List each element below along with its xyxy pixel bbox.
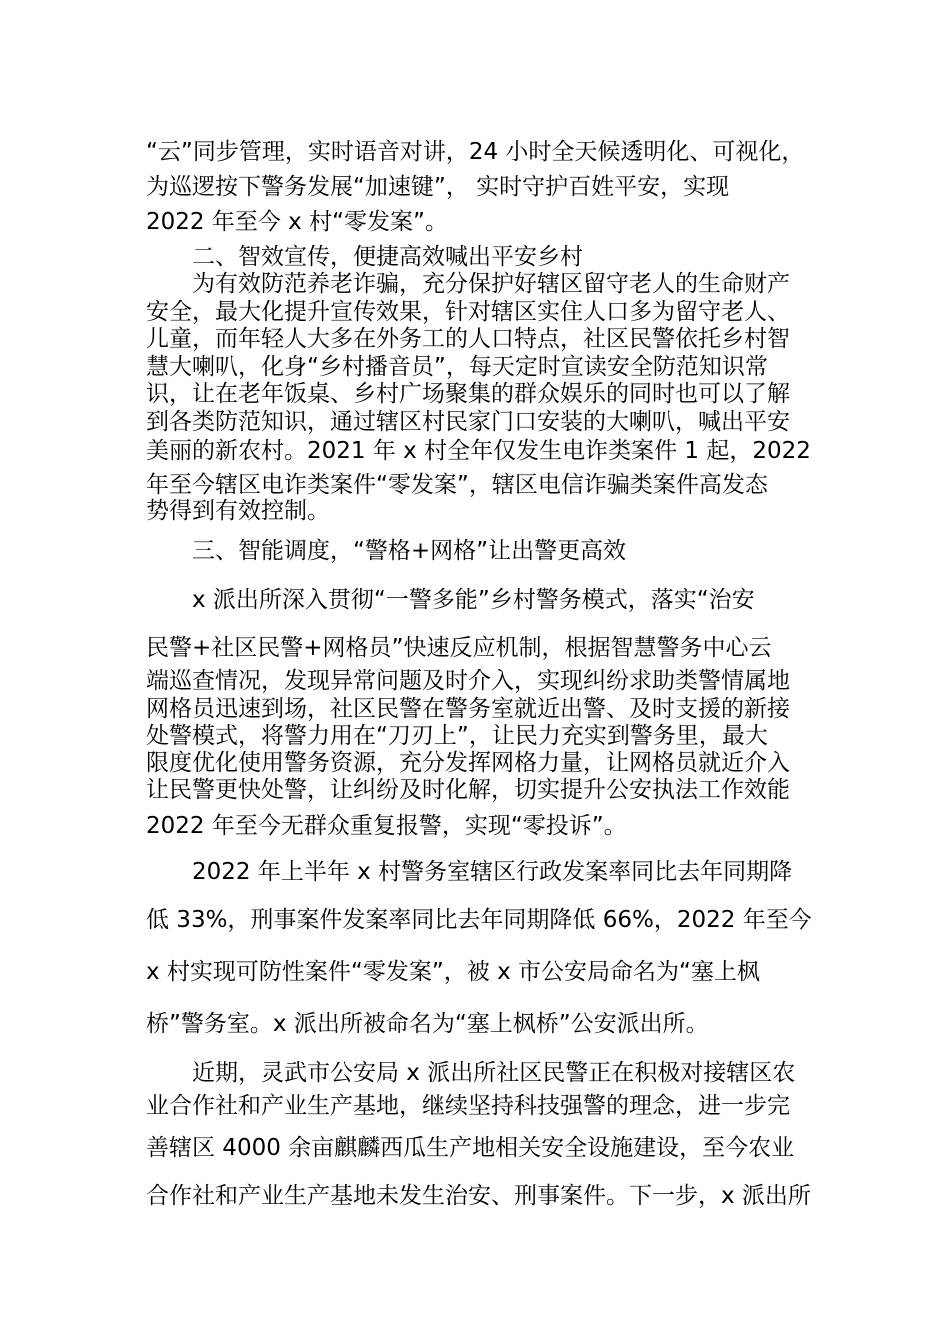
section-heading: 三、智能调度，“警格+网格”让出警更高效 (192, 538, 627, 564)
text-line: 限度优化使用警务资源，充分发挥网格力量，让网格员就近介入 (146, 750, 790, 776)
text-line: 安全，最大化提升宣传效果，针对辖区实住人口多为留守老人、 (146, 299, 790, 325)
text-line: 善辖区 4000 余亩麒麟西瓜生产地相关安全设施建设，至今农业 (146, 1135, 795, 1161)
text-line: 势得到有效控制。 (146, 498, 330, 524)
text-line: “云”同步管理，实时语音对讲，24 小时全天候透明化、可视化， (146, 139, 805, 165)
text-line: x 派出所深入贯彻“一警多能”乡村警务模式，落实“治安 (192, 587, 755, 613)
text-line: 慧大喇叭，化身“乡村播音员”，每天定时宣读安全防范知识常 (146, 354, 768, 380)
text-line: 民警+社区民警+网格员”快速反应机制，根据智慧警务中心云 (146, 635, 772, 661)
text-line: 为巡逻按下警务发展“加速键”， 实时守护百姓平安，实现 (146, 174, 730, 200)
text-line: 桥”警务室。x 派出所被命名为“塞上枫桥”公安派出所。 (146, 1011, 709, 1037)
text-line: 美丽的新农村。2021 年 x 村全年仅发生电诈类案件 1 起，2022 (146, 438, 811, 464)
text-line: 识，让在老年饭桌、乡村广场聚集的群众娱乐的同时也可以了解 (146, 381, 790, 407)
text-line: 近期，灵武市公安局 x 派出所社区民警正在积极对接辖区农 (192, 1060, 796, 1086)
text-line: 2022 年至今 x 村“零发案”。 (146, 209, 448, 235)
text-line: 儿童，而年轻人大多在外务工的人口特点，社区民警依托乡村智 (146, 326, 790, 352)
text-line: 年至今辖区电诈类案件“零发案”，辖区电信诈骗类案件高发态 (146, 472, 768, 498)
text-line: 为有效防范养老诈骗，充分保护好辖区留守老人的生命财产 (192, 271, 790, 297)
text-line: 网格员迅速到场，社区民警在警务室就近出警、及时支援的新接 (146, 696, 790, 722)
text-line: 低 33%，刑事案件发案率同比去年同期降低 66%，2022 年至今 (146, 907, 812, 933)
text-line: 处警模式，将警力用在“刀刃上”，让民力充实到警务里，最大 (146, 723, 768, 749)
text-line: 业合作社和产业生产基地，继续坚持科技强警的理念，进一步完 (146, 1093, 790, 1119)
text-line: x 村实现可防性案件“零发案”，被 x 市公安局命名为“塞上枫 (146, 959, 760, 985)
text-line: 到各类防范知识，通过辖区村民家门口安装的大喇叭，喊出平安 (146, 409, 790, 435)
text-line: 2022 年上半年 x 村警务室辖区行政发案率同比去年同期降 (192, 859, 793, 885)
section-heading: 二、智效宣传，便捷高效喊出平安乡村 (192, 244, 583, 270)
text-line: 让民警更快处警，让纠纷及时化解，切实提升公安执法工作效能 (146, 777, 790, 803)
text-line: 2022 年至今无群众重复报警，实现“零投诉”。 (146, 813, 627, 839)
text-line: 端巡查情况，发现异常问题及时介入，实现纠纷求助类警情属地 (146, 668, 790, 694)
text-line: 合作社和产业生产基地未发生治安、刑事案件。下一步，x 派出所 (146, 1183, 811, 1209)
